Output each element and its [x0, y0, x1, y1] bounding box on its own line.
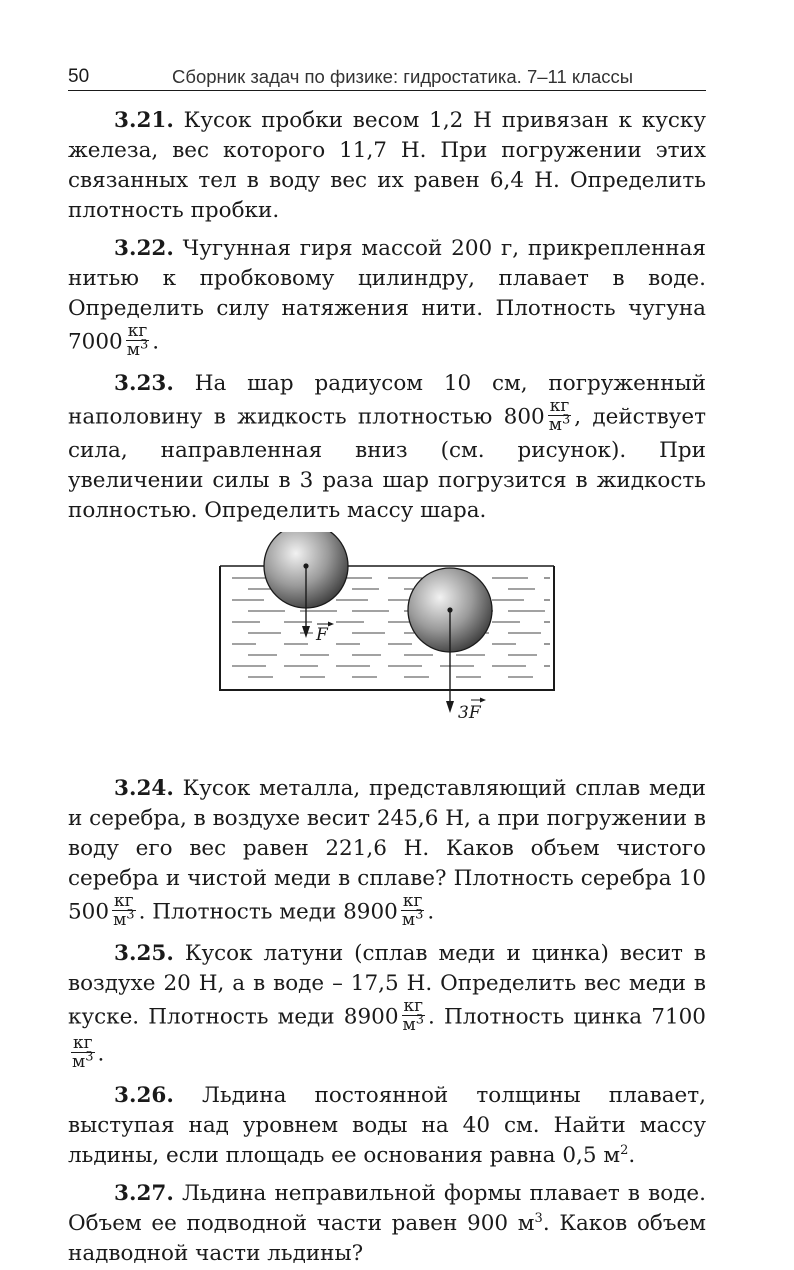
density-unit-fraction	[548, 397, 572, 434]
problem-3-27	[68, 1179, 706, 1269]
problem-3-24	[68, 774, 706, 931]
fraction-denominator: $м^3$	[402, 1012, 425, 1035]
fraction-denominator: $м^3$	[72, 1049, 94, 1072]
problem-number: 3.25.	[114, 941, 174, 966]
figure-balls-in-liquid	[68, 526, 706, 774]
problem-tail: .	[97, 1041, 105, 1067]
problem-text: Льдина неправильной формы плавает в воде. Объем ее подводной части равен 900 м	[68, 1181, 706, 1236]
problem-text: Чугунная гиря массой 200 г, прикрепленная нитью к пробковому цилиндру, плавает в воде. Определить силу натяжения нити. Плотность чугуна 7000	[68, 236, 706, 355]
figure-drawing	[216, 532, 556, 762]
density-unit-fraction	[71, 1034, 95, 1071]
density-unit-fraction	[126, 322, 150, 359]
problem-3-26	[68, 1081, 706, 1171]
problem-number: 3.21.	[114, 108, 174, 133]
problem-number: 3.23.	[114, 371, 174, 396]
force-arrow-3F-head	[446, 701, 454, 713]
cube-exponent: 3	[534, 1210, 543, 1226]
problem-text: . Каков объем надводной части льдины?	[68, 1211, 706, 1266]
page-header	[68, 64, 706, 91]
problem-3-22	[68, 234, 706, 361]
fraction-denominator: $м^3$	[126, 337, 149, 360]
fraction-numerator: кг	[114, 891, 134, 911]
problem-text: Кусок металла, представляющий сплав меди и серебра, в воздухе весит 245,6 Н, а при погружении в воду его вес равен 221,6 Н. Каков объем чистого серебра и чистой меди в сплаве? Плотность серебра 10 500	[68, 776, 706, 925]
fraction-numerator: кг	[549, 396, 570, 416]
problem-text: Льдина постоянной толщины плавает, выступая над уровнем воды на 40 см. Найти массу льдины, если площадь ее основания равна 0,5 м	[68, 1083, 706, 1168]
density-unit-fraction	[112, 892, 136, 929]
density-unit-fraction	[402, 997, 426, 1034]
problem-3-21	[68, 106, 706, 226]
fraction-denominator: $м^3$	[113, 907, 135, 930]
problem-number: 3.26.	[114, 1083, 174, 1108]
label-F: F	[316, 625, 328, 645]
problem-text: , действует сила, направленная вниз (см. рисунок). При увеличении силы в 3 раза шар погрузится в жидкость полностью. Определить массу шара.	[68, 404, 706, 523]
page-number: 50	[68, 66, 90, 87]
fraction-denominator: $м^3$	[401, 907, 424, 930]
problem-number: 3.24.	[114, 776, 174, 801]
ball-center-dot	[447, 607, 452, 612]
density-unit-fraction	[401, 892, 425, 929]
fraction-numerator: кг	[73, 1033, 93, 1053]
problem-text: . Плотность меди 8900	[138, 899, 398, 925]
problem-number: 3.27.	[114, 1181, 174, 1206]
fraction-denominator: $м^3$	[548, 412, 571, 435]
problem-3-23	[68, 369, 706, 526]
problem-tail: .	[152, 329, 160, 355]
force-arrow-F-head	[302, 626, 310, 638]
label-3F: 3F	[458, 703, 481, 723]
problem-text: На шар радиусом 10 см, погруженный наполовину в жидкость плотностью 800	[68, 371, 706, 430]
problem-tail: .	[628, 1143, 636, 1168]
fraction-numerator: кг	[127, 321, 148, 341]
running-title: Сборник задач по физике: гидростатика. 7–11 классы	[172, 66, 634, 87]
page-content	[68, 106, 706, 1269]
problem-number: 3.22.	[114, 236, 174, 261]
ball-center-dot	[303, 563, 308, 568]
problem-text: Кусок пробки весом 1,2 Н привязан к куску железа, вес которого 11,7 Н. При погружении этих связанных тел в воду вес их равен 6,4 Н. Определить плотность пробки.	[68, 108, 706, 223]
problem-tail: .	[427, 899, 435, 925]
fraction-numerator: кг	[402, 891, 423, 911]
square-exponent: 2	[620, 1142, 629, 1158]
fraction-numerator: кг	[403, 996, 424, 1016]
problem-text: . Плотность цинка 7100	[428, 1004, 706, 1030]
problem-text: Кусок латуни (сплав меди и цинка) весит в воздухе 20 Н, а в воде – 17,5 Н. Определить вес меди в куске. Плотность меди 8900	[68, 941, 706, 1030]
problem-3-25	[68, 939, 706, 1073]
